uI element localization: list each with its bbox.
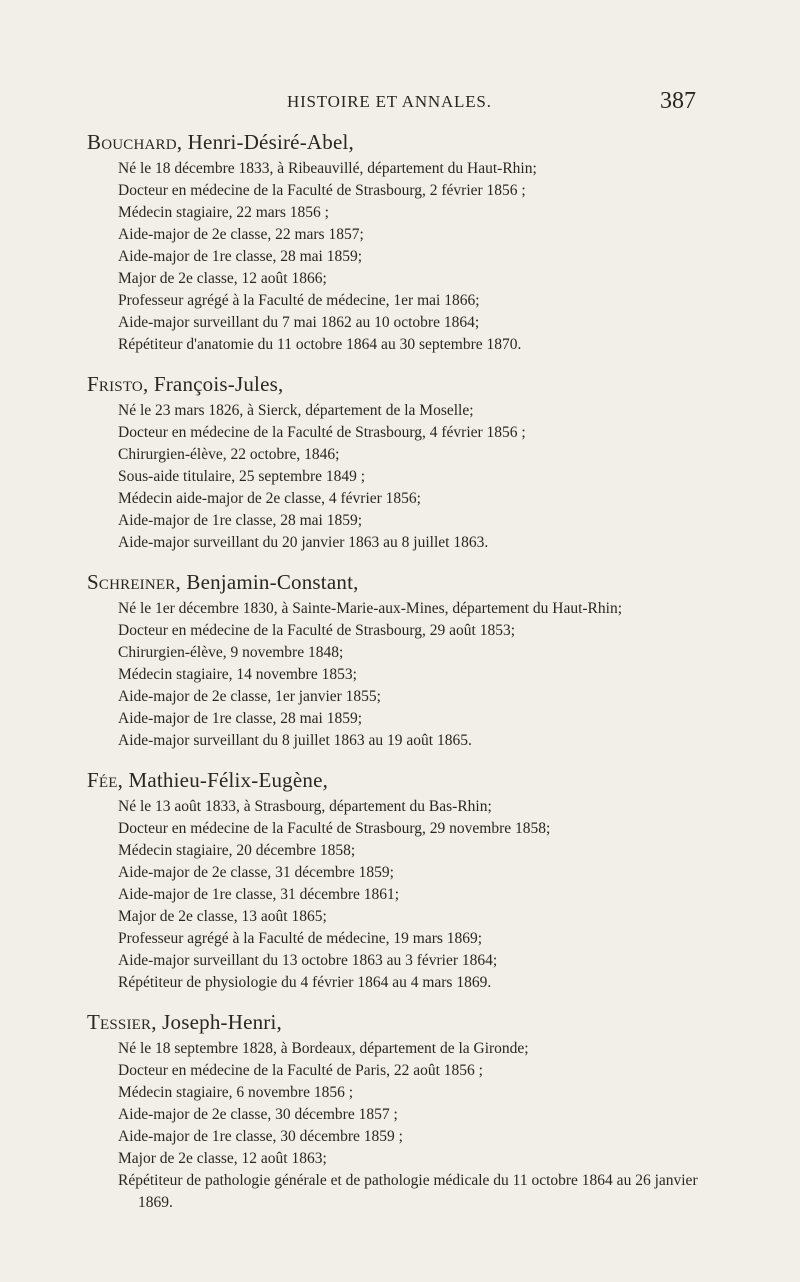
career-line: Répétiteur d'anatomie du 11 octobre 1864 au 30 septembre 1870.: [118, 336, 522, 353]
career-line: Aide-major surveillant du 13 octobre 1863 au 3 février 1864;: [118, 952, 498, 969]
entry-bouchard: [0, 128, 800, 356]
page-header: [0, 90, 800, 120]
entry-fee: [0, 766, 800, 994]
career-line: Aide-major de 1re classe, 28 mai 1859;: [118, 512, 363, 529]
entry-heading: [87, 370, 800, 398]
career-line: Médecin aide-major de 2e classe, 4 février 1856;: [118, 490, 421, 507]
entry-heading: [87, 568, 800, 596]
career-line: Docteur en médecine de la Faculté de Strasbourg, 4 février 1856 ;: [118, 424, 526, 441]
career-line: Docteur en médecine de la Faculté de Paris, 22 août 1856 ;: [118, 1062, 483, 1079]
entry-given-names: , Benjamin-Constant,: [175, 570, 359, 594]
career-line: Major de 2e classe, 12 août 1863;: [118, 1150, 327, 1167]
entry-given-names: , Henri-Désiré-Abel,: [176, 130, 354, 154]
career-line: Né le 13 août 1833, à Strasbourg, département du Bas-Rhin;: [118, 798, 492, 815]
career-list: [0, 158, 800, 356]
career-line: Aide-major surveillant du 8 juillet 1863 au 19 août 1865.: [118, 732, 472, 749]
career-line: Chirurgien-élève, 22 octobre, 1846;: [118, 446, 340, 463]
career-line: Répétiteur de physiologie du 4 février 1864 au 4 mars 1869.: [118, 974, 492, 991]
career-line: Aide-major surveillant du 7 mai 1862 au 10 octobre 1864;: [118, 314, 480, 331]
career-line: Sous-aide titulaire, 25 septembre 1849 ;: [118, 468, 366, 485]
entry-surname: Fristo: [87, 372, 143, 396]
career-list: [0, 598, 800, 752]
entry-heading: [87, 766, 800, 794]
career-line: Médecin stagiaire, 14 novembre 1853;: [118, 666, 357, 683]
career-line: Aide-major de 1re classe, 30 décembre 1859 ;: [118, 1128, 403, 1145]
entries-list: [0, 128, 800, 1214]
entry-given-names: , Joseph-Henri,: [151, 1010, 282, 1034]
career-list: [0, 400, 800, 554]
career-line: Aide-major de 1re classe, 31 décembre 1861;: [118, 886, 400, 903]
career-line: Docteur en médecine de la Faculté de Strasbourg, 2 février 1856 ;: [118, 182, 526, 199]
career-list: [0, 1038, 800, 1214]
entry-heading: [87, 128, 800, 156]
career-line: Docteur en médecine de la Faculté de Strasbourg, 29 août 1853;: [118, 622, 515, 639]
entry-heading: [87, 1008, 800, 1036]
career-line: Né le 18 septembre 1828, à Bordeaux, département de la Gironde;: [118, 1040, 529, 1057]
career-line: Médecin stagiaire, 20 décembre 1858;: [118, 842, 356, 859]
entry-schreiner: [0, 568, 800, 752]
running-title: HISTOIRE ET ANNALES.: [287, 92, 492, 111]
career-line: Aide-major de 2e classe, 22 mars 1857;: [118, 226, 364, 243]
career-line: Major de 2e classe, 13 août 1865;: [118, 908, 327, 925]
entry-given-names: , Mathieu-Félix-Eugène,: [117, 768, 329, 792]
career-line: Professeur agrégé à la Faculté de médecine, 19 mars 1869;: [118, 930, 483, 947]
career-line: Médecin stagiaire, 22 mars 1856 ;: [118, 204, 329, 221]
career-line: Aide-major de 2e classe, 1er janvier 1855;: [118, 688, 381, 705]
entry-surname: Schreiner: [87, 570, 176, 594]
career-line: Aide-major de 2e classe, 31 décembre 1859;: [118, 864, 394, 881]
career-line: Aide-major de 1re classe, 28 mai 1859;: [118, 248, 363, 265]
career-list: [0, 796, 800, 994]
career-line: Né le 18 décembre 1833, à Ribeauvillé, département du Haut-Rhin;: [118, 160, 537, 177]
entry-fristo: [0, 370, 800, 554]
career-line: Médecin stagiaire, 6 novembre 1856 ;: [118, 1084, 354, 1101]
career-line: Professeur agrégé à la Faculté de médecine, 1er mai 1866;: [118, 292, 480, 309]
career-line: Major de 2e classe, 12 août 1866;: [118, 270, 327, 287]
career-line: Né le 23 mars 1826, à Sierck, département de la Moselle;: [118, 402, 474, 419]
career-line: Chirurgien-élève, 9 novembre 1848;: [118, 644, 344, 661]
career-line: Aide-major surveillant du 20 janvier 1863 au 8 juillet 1863.: [118, 534, 489, 551]
career-line: Docteur en médecine de la Faculté de Strasbourg, 29 novembre 1858;: [118, 820, 551, 837]
career-line: Aide-major de 1re classe, 28 mai 1859;: [118, 710, 363, 727]
career-line: Né le 1er décembre 1830, à Sainte-Marie-aux-Mines, département du Haut-Rhin;: [118, 600, 622, 617]
entry-surname: Bouchard: [87, 130, 177, 154]
page-number: 387: [660, 88, 696, 114]
career-line: Répétiteur de pathologie générale et de pathologie médicale du 11 octobre 1864 au 26 janvier 1869.: [118, 1172, 698, 1211]
career-line: Aide-major de 2e classe, 30 décembre 1857 ;: [118, 1106, 398, 1123]
entry-surname: Fée: [87, 768, 118, 792]
entry-given-names: , François-Jules,: [142, 372, 284, 396]
entry-surname: Tessier: [87, 1010, 152, 1034]
entry-tessier: [0, 1008, 800, 1214]
